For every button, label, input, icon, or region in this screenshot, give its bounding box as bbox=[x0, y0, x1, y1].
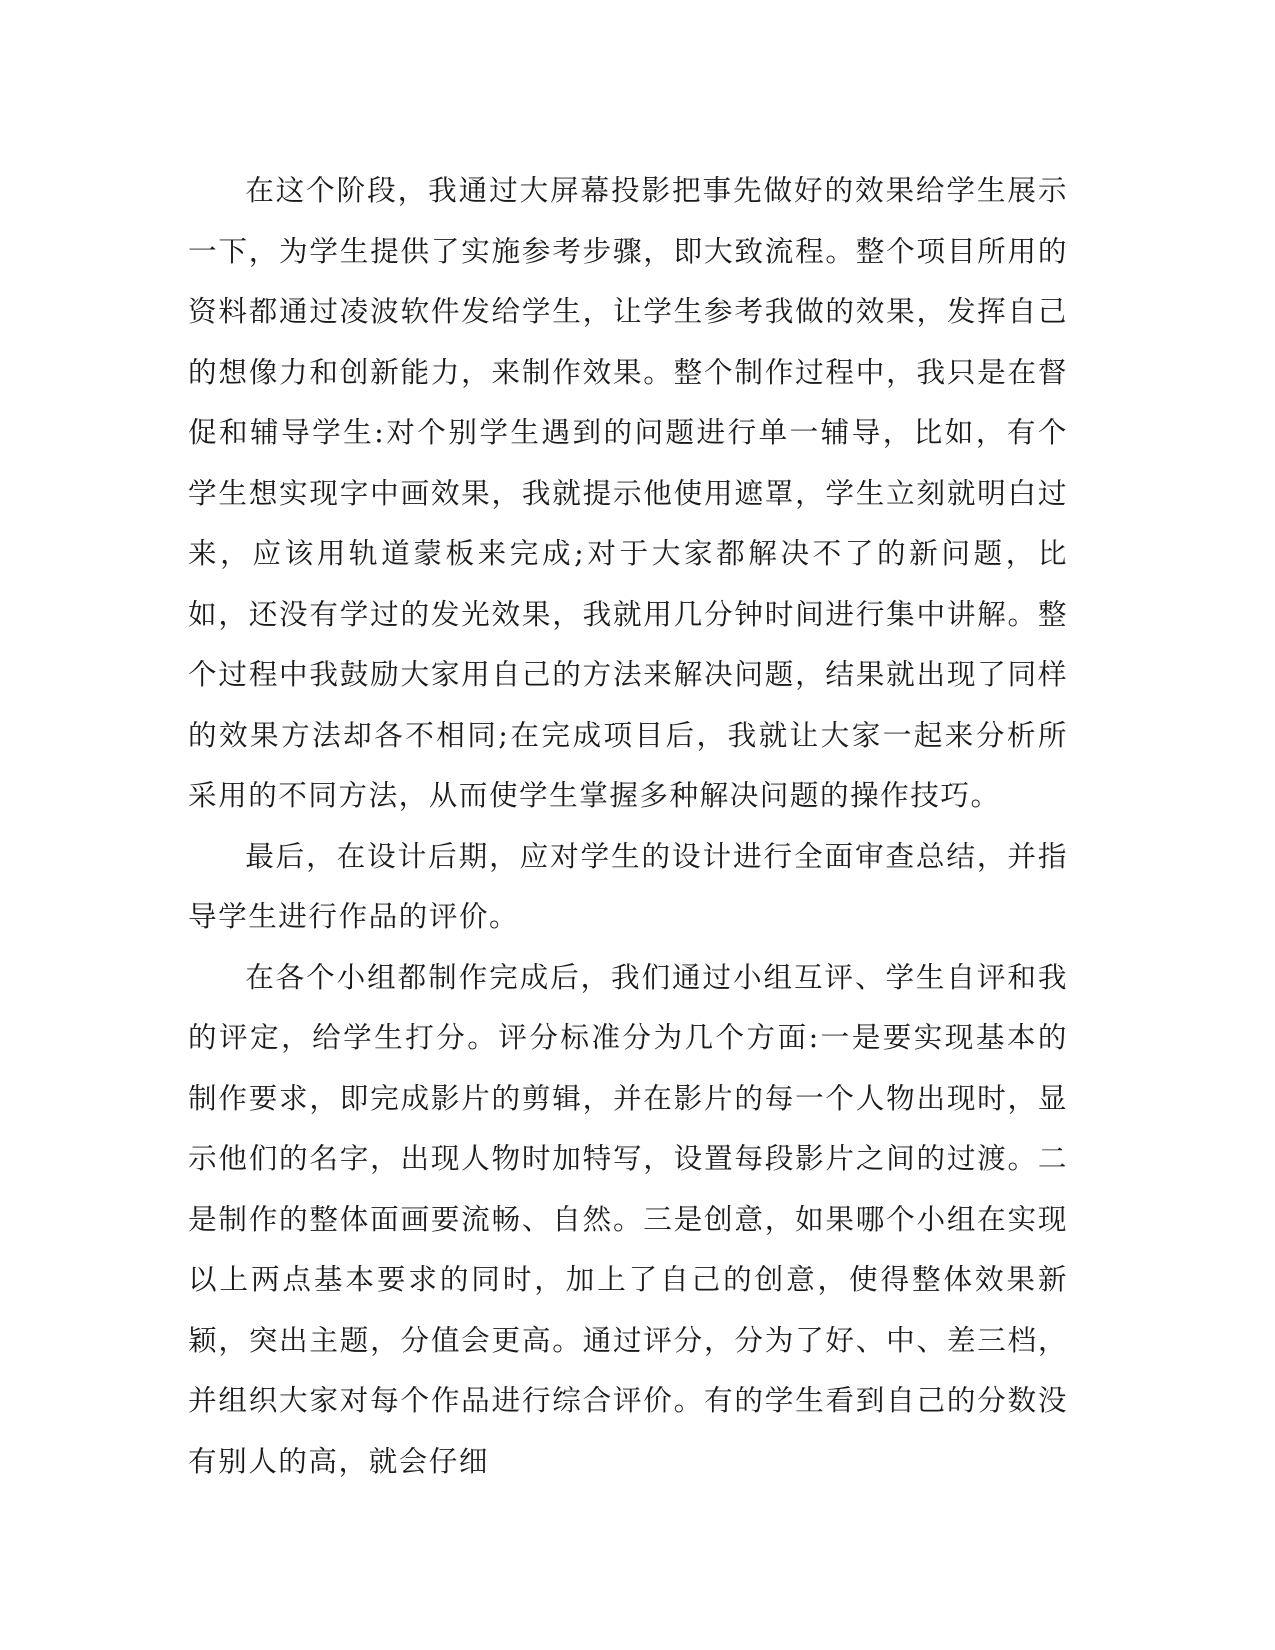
paragraph-2: 最后，在设计后期，应对学生的设计进行全面审查总结，并指导学生进行作品的评价。 bbox=[188, 838, 1068, 933]
paragraph-3: 在各个小组都制作完成后，我们通过小组互评、学生自评和我的评定，给学生打分。评分标准分为几个方面:一是要实现基本的制作要求，即完成影片的剪辑，并在影片的每一个人物出现时，显示他们的名字，出现人物时加特写，设置每段影片之间的过渡。二是制作的整体面画要流畅、自然。三是创意，如果哪个小组在实现以上两点基本要求的同时，加上了自己的创意，使得整体效果新颖，突出主题，分值会更高。通过评分，分为了好、中、差三档，并组织大家对每个作品进行综合评价。有的学生看到自己的分数没有别人的高，就会仔细 bbox=[188, 959, 1068, 1478]
paragraph-1: 在这个阶段，我通过大屏幕投影把事先做好的效果给学生展示一下，为学生提供了实施参考步骤，即大致流程。整个项目所用的资料都通过凌波软件发给学生，让学生参考我做的效果，发挥自己的想像力和创新能力，来制作效果。整个制作过程中，我只是在督促和辅导学生:对个别学生遇到的问题进行单一辅导，比如，有个学生想实现字中画效果，我就提示他使用遮罩，学生立刻就明白过来，应该用轨道蒙板来完成;对于大家都解决不了的新问题，比如，还没有学过的发光效果，我就用几分钟时间进行集中讲解。整个过程中我鼓励大家用自己的方法来解决问题，结果就出现了同样的效果方法却各不相同;在完成项目后，我就让大家一起来分析所采用的不同方法，从而使学生掌握多种解决问题的操作技巧。 bbox=[188, 173, 1068, 812]
document-body bbox=[188, 160, 1068, 1491]
